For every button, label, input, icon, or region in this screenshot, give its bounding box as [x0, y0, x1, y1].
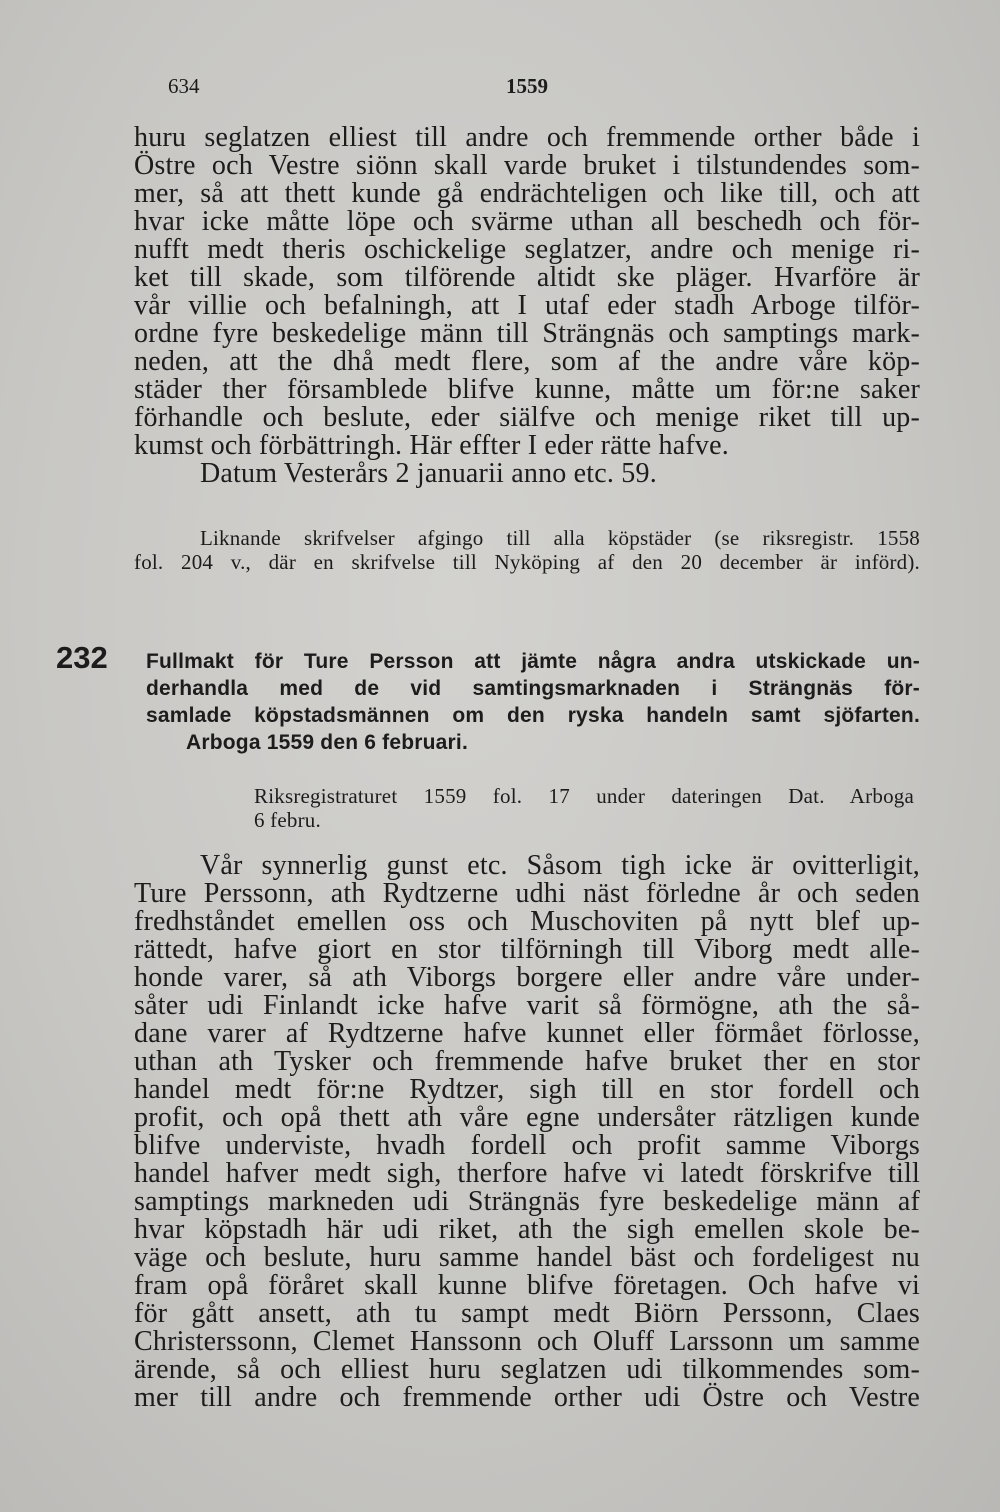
document-number: 232 — [56, 640, 108, 675]
text-line: neden, att the dhå medt flere, som af the andre våre köp- — [134, 346, 920, 377]
text-line: mer, så att thett kunde gå endrächteligen och like till, och att — [134, 178, 920, 209]
text-line: Östre och Vestre siönn skall varde bruket i tilstundendes som- — [134, 150, 920, 181]
text-line: såter udi Finlandt icke hafve varit så förmögne, ath the så- — [134, 990, 920, 1021]
text-line: hvar icke måtte löpe och svärme uthan all beschedh och för- — [134, 206, 920, 237]
text-line: kumst och förbättringh. Här effter I eder rätte hafve. — [134, 430, 729, 461]
text-line: dane varer af Rydtzerne hafve kunnet eller förmået förlosse, — [134, 1018, 920, 1049]
note-line: Liknande skrifvelser afgingo till alla köpstäder (se riksregistr. 1558 — [200, 526, 920, 550]
editorial-note — [134, 526, 920, 574]
dating-line: Datum Vesterårs 2 januarii anno etc. 59. — [200, 458, 657, 489]
text-line: städer ther församblede blifve kunne, måtte um för:ne saker — [134, 374, 920, 405]
text-line: förhandle och beslute, eder siälfve och menige riket till up- — [134, 402, 920, 433]
text-line: blifve underviste, hvadh fordell och profit samme Viborgs — [134, 1130, 920, 1161]
text-line: ket till skade, som tilförende altidt ske pläger. Hvarföre är — [134, 262, 920, 293]
text-line: ärende, så och elliest huru seglatzen udi tilkommendes som- — [134, 1354, 920, 1385]
document-heading — [146, 648, 920, 756]
text-line: Christerssonn, Clemet Hanssonn och Oluff Larssonn um samme — [134, 1326, 920, 1357]
text-line: hvar köpstadh här udi riket, ath the sigh emellen skole be- — [134, 1214, 920, 1245]
text-line: rättedt, hafve giort en stor tilförningh till Viborg medt alle- — [134, 934, 920, 965]
text-line: väge och beslute, huru samme handel bäst och fordeligest nu — [134, 1242, 920, 1273]
letter-continuation — [134, 124, 920, 488]
text-line: profit, och opå thett ath våre egne undersåter rätzligen kunde — [134, 1102, 920, 1133]
page-number: 634 — [168, 74, 200, 98]
text-line: samptings markneden udi Strängnäs fyre beskedelige männ af — [134, 1186, 920, 1217]
heading-line: derhandla med de vid samtingsmarknaden i Strängnäs för- — [146, 677, 920, 700]
heading-line: samlade köpstadsmännen om den ryska handeln samt sjöfarten. — [146, 704, 920, 727]
heading-line: Fullmakt för Ture Persson att jämte några andra utskickade un- — [146, 650, 920, 673]
text-line: för gått ansett, ath tu sampt medt Biörn Perssonn, Claes — [134, 1298, 920, 1329]
text-line: Vår synnerlig gunst etc. Såsom tigh icke är ovitterligit, — [200, 850, 920, 881]
text-line: fredhståndet emellen oss och Muschoviten på nytt blef up- — [134, 906, 920, 937]
text-line: ordne fyre beskedelige männ till Strängnäs och samptings mark- — [134, 318, 920, 349]
text-line: uthan ath Tysker och fremmende hafve bruket ther en stor — [134, 1046, 920, 1077]
source-reference — [254, 784, 914, 832]
heading-line: Arboga 1559 den 6 februari. — [186, 731, 468, 754]
text-line: honde varer, så ath Viborgs borgere eller andre våre under- — [134, 962, 920, 993]
source-line: 6 febru. — [254, 808, 321, 832]
note-line: fol. 204 v., där en skrifvelse till Nyköping af den 20 december är införd). — [134, 550, 920, 574]
letter-body — [134, 852, 920, 1412]
text-line: handel hafver medt sigh, therfore hafve vi latedt förskrifve till — [134, 1158, 920, 1189]
text-line: vår villie och befalningh, att I utaf eder stadh Arboge tilför- — [134, 290, 920, 321]
text-line: nufft medt theris oschickelige seglatzer, andre och menige ri- — [134, 234, 920, 265]
source-line: Riksregistraturet 1559 fol. 17 under dateringen Dat. Arboga — [254, 784, 914, 808]
text-line: handel medt för:ne Rydtzer, sigh till en stor fordell och — [134, 1074, 920, 1105]
text-line: huru seglatzen elliest till andre och fremmende orther både i — [134, 122, 920, 153]
text-line: mer till andre och fremmende orther udi Östre och Vestre — [134, 1382, 920, 1413]
text-line: Ture Perssonn, ath Rydtzerne udhi näst förledne år och seden — [134, 878, 920, 909]
text-line: fram opå föråret skall kunne blifve företagen. Och hafve vi — [134, 1270, 920, 1301]
running-header-year: 1559 — [506, 74, 548, 98]
